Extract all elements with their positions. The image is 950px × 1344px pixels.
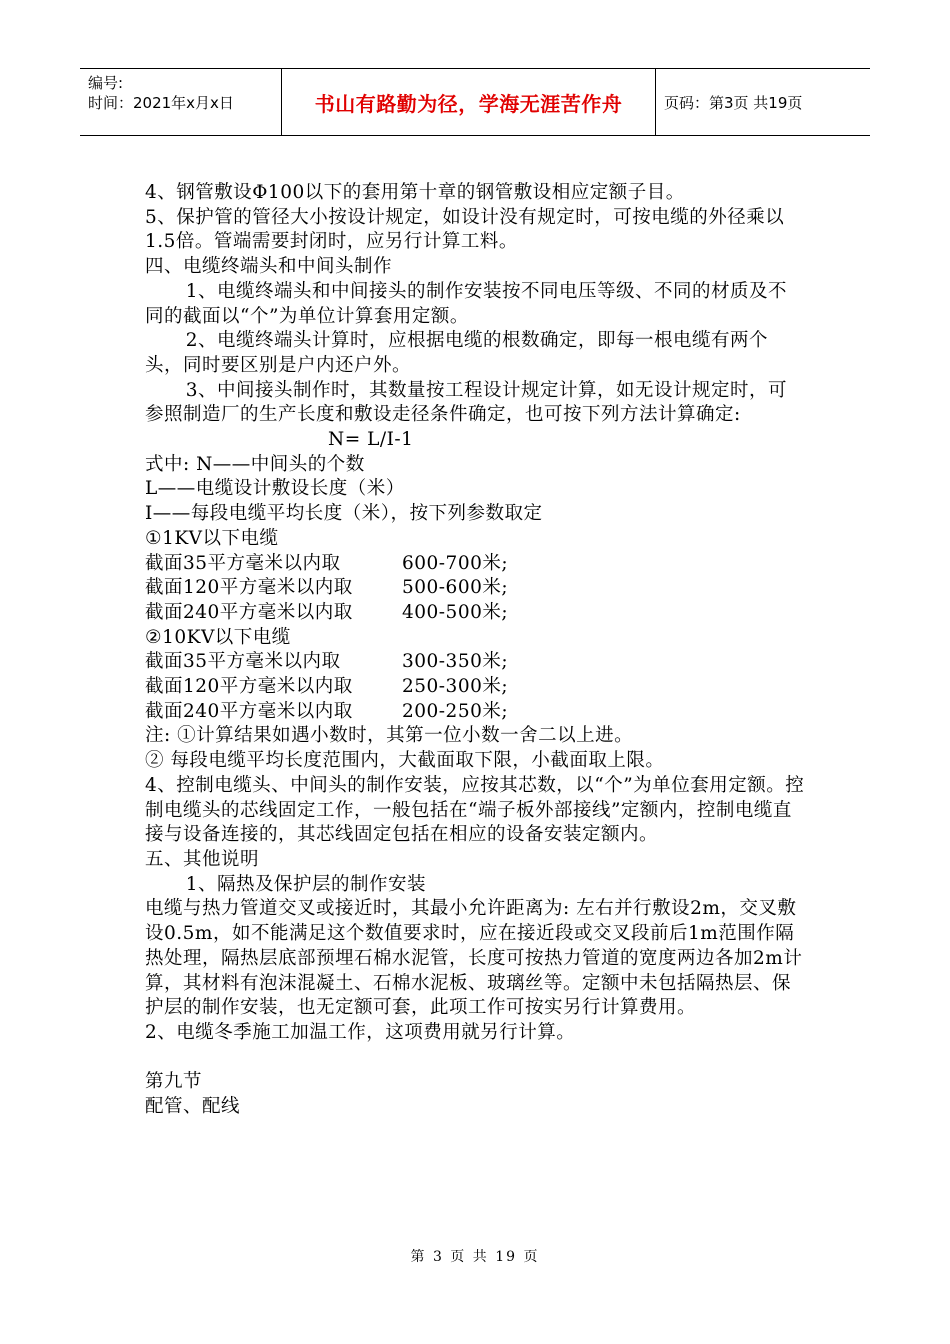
param-label: 截面240平方毫米以内取 xyxy=(145,700,353,722)
doc-time: 时间：2021年x月x日 xyxy=(88,94,234,112)
param-value: 500-600米; xyxy=(402,577,509,599)
doc-number-label: 编号: xyxy=(88,74,124,92)
param-label: 截面35平方毫米以内取 xyxy=(145,651,341,673)
param-row xyxy=(145,700,805,725)
param-value: 250-300米; xyxy=(402,676,509,698)
motto: 书山有路勤为径，学海无涯苦作舟 xyxy=(314,91,623,116)
subheading: ②10KV以下电缆 xyxy=(145,626,291,648)
param-label: 截面35平方毫米以内取 xyxy=(145,552,341,574)
param-row xyxy=(145,650,805,675)
paragraph: I——每段电缆平均长度（米），按下列参数取定 xyxy=(145,503,543,525)
paragraph: L——电缆设计敷设长度（米） xyxy=(145,478,405,500)
param-label: 截面120平方毫米以内取 xyxy=(145,676,353,698)
header-page-cell xyxy=(656,69,870,135)
subheading: ①1KV以下电缆 xyxy=(145,527,279,549)
paragraph: 3、中间接头制作时，其数量按工程设计规定计算，如无设计规定时，可参照制造厂的生产长度和敷设走径条件确定，也可按下列方法计算确定: xyxy=(145,379,787,426)
note: ② 每段电缆平均长度范围内，大截面取下限，小截面取上限。 xyxy=(145,750,665,772)
document-body xyxy=(145,181,805,1120)
subheading: 1、隔热及保护层的制作安装 xyxy=(185,873,426,895)
param-label: 截面240平方毫米以内取 xyxy=(145,601,353,623)
param-row xyxy=(145,601,805,626)
paragraph: 电缆与热力管道交叉或接近时，其最小允许距离为: 左右并行敷设2m，交叉敷设0.5m，如不能满足这个数值要求时，应在接近段或交叉段前后1m范围作隔热处理，隔热层底部预埋石棉水泥管，长度可按热力管道的宽度两边各加2m计算，其材料有泡沫混凝土、石棉水泥板、玻璃丝等。定额中未包括隔热层、保护层的制作安装，也无定额可套，此项工作可按实另行计算费用。 xyxy=(145,898,803,1019)
section-heading: 第九节 xyxy=(145,1071,203,1093)
param-value: 400-500米; xyxy=(402,601,509,623)
header-meta xyxy=(80,69,282,135)
note: 注: ①计算结果如遇小数时，其第一位小数一舍二以上进。 xyxy=(145,725,634,747)
formula: N= L/I-1 xyxy=(328,429,414,451)
paragraph: 4、钢管敷设Φ100以下的套用第十章的钢管敷设相应定额子目。 xyxy=(145,182,685,203)
param-value: 600-700米; xyxy=(402,552,509,574)
spacer xyxy=(145,1046,805,1071)
param-row xyxy=(145,675,805,700)
section-heading: 五、其他说明 xyxy=(145,848,260,870)
paragraph: 1、电缆终端头和中间接头的制作安装按不同电压等级、不同的材质及不同的截面以“个”为单位计算套用定额。 xyxy=(145,280,787,327)
page-header xyxy=(80,68,870,136)
param-row xyxy=(145,576,805,601)
paragraph: 式中: N——中间头的个数 xyxy=(145,453,365,475)
param-value: 300-350米; xyxy=(402,651,509,673)
header-page-info: 页码：第3页 共19页 xyxy=(664,93,803,112)
paragraph: 4、控制电缆头、中间头的制作安装，应按其芯数，以“个”为单位套用定额。控制电缆头的芯线固定工作，一般包括在“端子板外部接线”定额内，控制电缆直接与设备连接的，其芯线固定包括在相应的设备安装定额内。 xyxy=(145,774,805,846)
page-footer: 第 3 页 共 19 页 xyxy=(410,1249,540,1265)
param-label: 截面120平方毫米以内取 xyxy=(145,577,353,599)
section-heading: 四、电缆终端头和中间头制作 xyxy=(145,256,393,278)
header-motto-cell xyxy=(282,69,656,135)
paragraph: 5、保护管的管径大小按设计规定，如设计没有规定时，可按电缆的外径乘以1.5倍。管端需要封闭时，应另行计算工料。 xyxy=(145,206,785,253)
section-heading: 配管、配线 xyxy=(145,1096,241,1117)
paragraph: 2、电缆冬季施工加温工作，这项费用就另行计算。 xyxy=(145,1021,576,1043)
param-row xyxy=(145,552,805,577)
paragraph: 2、电缆终端头计算时，应根据电缆的根数确定，即每一根电缆有两个头，同时要区别是户内还户外。 xyxy=(145,330,768,376)
param-value: 200-250米; xyxy=(402,700,509,722)
